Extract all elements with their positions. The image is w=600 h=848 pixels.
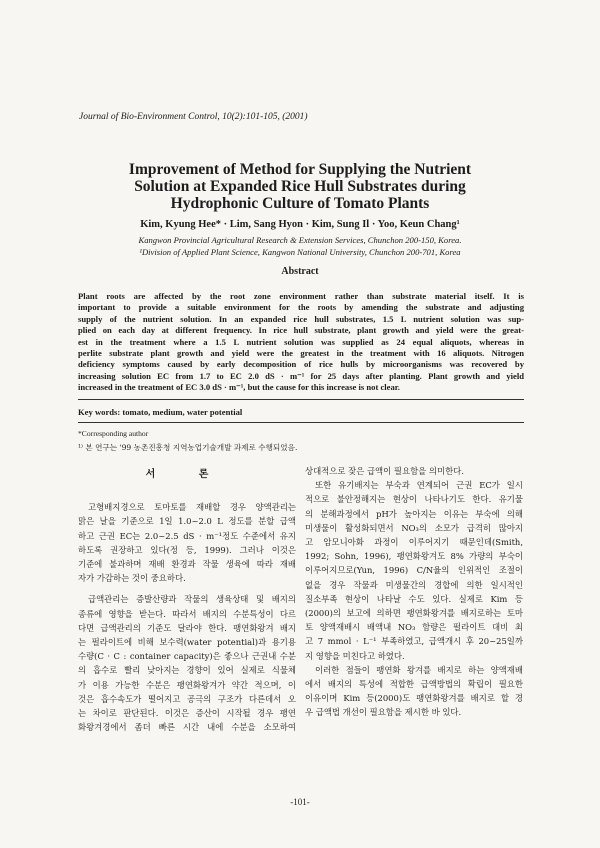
body-line: 가 이용 가능한 수분은 팽연화왕겨가 약간 적으며, 이 — [78, 679, 296, 690]
keywords: Key words: tomato, medium, water potential — [78, 407, 243, 417]
body-line: 우 급액법 개선이 필요함을 제시한 바 있다. — [305, 707, 462, 718]
body-line: 다면 급액관리의 기준도 달라야 한다. 팽연화왕겨 배지 — [78, 622, 296, 633]
body-line: 종류에 영향을 받는다. 따라서 배지의 수분특성이 다르 — [78, 608, 296, 619]
body-line: (2000)의 보고에 의하면 팽연화왕겨를 배지로하는 토마 — [305, 608, 523, 619]
body-line: 고 7 mmol · L⁻¹ 부족하였고, 급액개시 후 20~25일까 — [305, 636, 523, 647]
abstract-heading: Abstract — [281, 266, 319, 277]
body-line: 미생물이 활성화되면서 NO₃의 소모가 급격히 많아지 — [305, 522, 523, 533]
body-line: 수량(C · C : container capacity)은 좋으나 근권내 수분 — [78, 651, 296, 662]
body-line: 없을 경우 작물과 미생물간의 경합에 의한 일시적인 — [305, 579, 523, 590]
body-line: 지 영향을 미친다고 하였다. — [305, 650, 405, 661]
abstract-line: increasing solution EC from 1.7 to EC 2.0 dS · m⁻¹ for 25 days after planting. Plant growth and yield — [78, 370, 524, 381]
title-line: Solution at Expanded Rice Hull Substrates during — [134, 178, 466, 195]
body-line: 의 분해과정에서 pH가 높아지는 이유는 부숙에 의해 — [305, 508, 523, 519]
body-line: 화왕겨경에서 좀더 빠른 시간 내에 수분을 소모하여 — [78, 722, 296, 733]
body-line: 의 흡수로 빨리 낮아지는 경향이 있어 실제로 식물체 — [78, 665, 296, 676]
body-line: 는 차이로 판단된다. 이것은 증산이 시작될 경우 팽연 — [78, 708, 296, 719]
abstract-line: plied on each day at different frequency. In rice hull substrate, plant growth and yield were the great- — [78, 325, 524, 336]
body-line: 맑은 날을 기준으로 1일 1.0~2.0 L 정도를 분할 급액 — [78, 516, 296, 527]
affiliation-secondary: ¹Division of Applied Plant Science, Kangwon National University, Chunchon 200-701, Korea — [139, 247, 461, 257]
abstract-line: perlite substrate plant growth and yield were the greatest in the treatment with 16 aliquots. Nitrogen — [78, 348, 524, 359]
page-number: -101- — [290, 797, 310, 807]
body-line: 1992; Sohn, 1996), 팽연화왕겨도 8% 가량의 부숙이 — [305, 551, 523, 562]
paper-title — [60, 161, 540, 212]
affiliation-primary: Kangwon Provincial Agricultural Research & Extension Services, Chunchon 200-150, Korea. — [138, 235, 462, 245]
body-line: 하도록 권장하고 있다(정 등, 1999). 그러나 이것은 — [78, 544, 296, 555]
divider-rule — [78, 422, 524, 423]
body-line: 하고 근권 EC는 2.0~2.5 dS · m⁻¹정도 수준에서 유지 — [78, 530, 296, 541]
body-line: 것은 흡수속도가 떨어지고 공극의 구조가 다른데서 오 — [78, 693, 296, 704]
journal-citation: Journal of Bio-Environment Control, 10(2):101-105, (2001) — [79, 112, 308, 122]
body-line: 급액관리는 증발산량과 작물의 생육상태 및 배지의 — [88, 594, 296, 605]
body-line: 이루어지므로(Yun, 1996) C/N율의 인위적인 조절이 — [305, 565, 523, 576]
abstract-line: est in the treatment where a 1.5 L nutrient solution was supplied as 24 equal aliquots, whereas in — [78, 336, 524, 347]
body-line: 기준에 불과하며 재배 환경과 작물 생육에 따라 재배 — [78, 559, 296, 570]
divider-rule — [78, 399, 524, 400]
funding-footnote: ¹⁾ 본 연구는 '99 농촌진흥청 지역농업기술개발 과제로 수행되었음. — [78, 443, 298, 452]
body-line: 질소부족 현상이 나타날 수도 있다. 실제로 Kim 등 — [305, 593, 523, 604]
abstract-line: supply of the nutrient solution. In an expanded rice hull substrates, 1.5 L nutrient solution was sup- — [78, 313, 524, 324]
author-list: Kim, Kyung Hee* · Lim, Sang Hyon · Kim, Sung Il · Yoo, Keun Chang¹ — [140, 219, 460, 230]
body-line: 적으로 불안정해지는 현상이 나타나기도 한다. 유기물 — [305, 494, 523, 505]
corresponding-author-note: *Corresponding author — [78, 429, 149, 438]
abstract-line: increased in the treatment of EC 3.0 dS · m⁻¹, but the cause for this increase is not clear. — [78, 382, 400, 393]
body-line: 토 양액재배시 배액내 NO₃ 함량은 펄라이트 대비 최 — [305, 622, 523, 633]
body-line: 이유이며 Kim 등(2000)도 팽연화왕겨를 배지로 할 경 — [305, 693, 523, 704]
body-column-right — [305, 464, 523, 720]
title-line: Hydrophonic Culture of Tomato Plants — [170, 195, 430, 212]
body-line: 고 암모니아화 과정이 이루어지기 때문인데(Smith, — [305, 537, 523, 548]
body-line: 상대적으로 잦은 급액이 필요함을 의미한다. — [305, 466, 464, 476]
body-line: 는 펄라이트에 비해 보수력(water potential)과 용기용 — [78, 637, 296, 648]
body-line: 에서 배지의 특성에 적합한 급액방법의 확립이 필요한 — [305, 679, 523, 690]
abstract-line: Plant roots are affected by the root zone environment rather than substrate material itself. It is — [78, 291, 524, 301]
abstract-line: deficiency symptoms caused by early decomposition of rice hulls by microorganisms was recovered by — [78, 359, 524, 370]
body-column-left — [78, 464, 296, 734]
abstract-line: important to provide a suitable environment for the roots by amending the substrate and adjusting — [78, 302, 524, 313]
body-line: 이러한 점들이 팽연화 왕겨를 배지로 하는 양액재배 — [315, 664, 523, 675]
body-line: 자가 가감하는 것이 중요하다. — [78, 573, 186, 584]
body-line: 고형배지경으로 토마토를 재배할 경우 양액관리는 — [88, 502, 296, 513]
abstract-body — [78, 291, 524, 394]
paragraph-gap — [78, 585, 296, 592]
body-line: 또한 유기배지는 부숙과 연계되어 근권 EC가 일시 — [315, 480, 523, 491]
title-line: Improvement of Method for Supplying the Nutrient — [128, 161, 472, 178]
section-heading: 서 론 — [145, 469, 229, 480]
